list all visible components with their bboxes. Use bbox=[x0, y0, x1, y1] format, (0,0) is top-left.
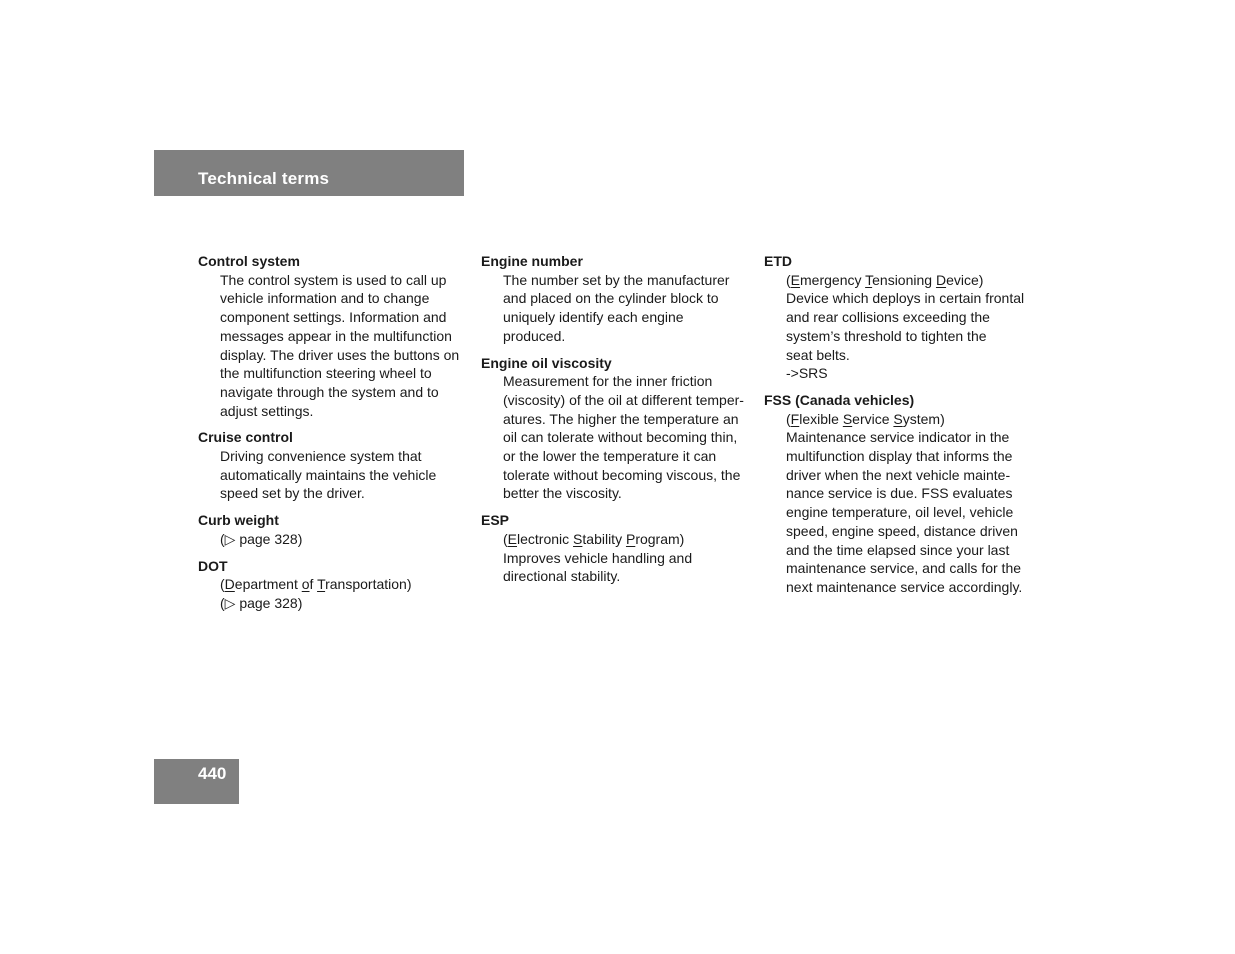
acronym-letter: S bbox=[842, 410, 853, 427]
section-title: Technical terms bbox=[198, 169, 330, 188]
text-run: evice) bbox=[946, 271, 984, 288]
definition-line bbox=[786, 346, 1034, 365]
page-number-box bbox=[154, 759, 239, 804]
text-run: navigate through the system and to bbox=[220, 383, 439, 400]
term-title: Curb weight bbox=[198, 512, 279, 529]
text-run: vehicle information and to change bbox=[220, 290, 430, 307]
term-title: ETD bbox=[764, 253, 792, 269]
text-run: ervice bbox=[852, 410, 894, 427]
acronym-letter: F bbox=[790, 410, 800, 427]
definition-line bbox=[220, 484, 464, 503]
definition-line bbox=[503, 530, 751, 549]
definition-line bbox=[503, 289, 751, 308]
text-run: (▷ page 328) bbox=[220, 594, 303, 611]
text-run: Improves vehicle handling and bbox=[503, 549, 693, 566]
definition-line bbox=[786, 308, 1034, 327]
definition-line bbox=[786, 364, 1034, 383]
text-run: display. The driver uses the buttons on bbox=[220, 346, 460, 363]
text-run: system’s threshold to tighten the bbox=[786, 327, 987, 344]
acronym-letter: E bbox=[790, 271, 801, 288]
text-run: ( bbox=[786, 271, 791, 288]
text-run: uniquely identify each engine bbox=[503, 309, 684, 326]
text-run: engine temperature, oil level, vehicle bbox=[786, 504, 1014, 521]
definition-line bbox=[786, 410, 1034, 429]
glossary-entry bbox=[764, 252, 1034, 383]
definition-line bbox=[786, 271, 1034, 290]
section-header-bar bbox=[154, 150, 464, 196]
definition-line bbox=[503, 271, 751, 290]
text-run: The control system is used to call up bbox=[220, 271, 447, 288]
definition-line bbox=[220, 364, 464, 383]
definition-line bbox=[786, 447, 1034, 466]
term-definition bbox=[764, 410, 1034, 597]
term-definition bbox=[481, 530, 751, 586]
definition-line bbox=[503, 567, 751, 586]
term-definition bbox=[198, 575, 464, 612]
text-run: lectronic bbox=[517, 530, 574, 547]
text-run: atures. The higher the temperature an bbox=[503, 410, 739, 427]
definition-line bbox=[220, 289, 464, 308]
term-definition bbox=[198, 530, 464, 549]
text-run: Measurement for the inner friction bbox=[503, 373, 713, 390]
glossary-entry bbox=[481, 354, 751, 504]
text-run: adjust settings. bbox=[220, 402, 314, 419]
text-run: Maintenance service indicator in the bbox=[786, 429, 1010, 446]
text-run: and the time elapsed since your last bbox=[786, 541, 1010, 558]
definition-line bbox=[503, 447, 751, 466]
text-run: speed, engine speed, distance driven bbox=[786, 522, 1018, 539]
definition-line bbox=[503, 428, 751, 447]
definition-line bbox=[786, 466, 1034, 485]
text-run: produced. bbox=[503, 327, 566, 344]
text-run: driver when the next vehicle mainte- bbox=[786, 466, 1011, 483]
definition-line bbox=[786, 327, 1034, 346]
text-run: ( bbox=[786, 410, 791, 427]
text-run: better the viscosity. bbox=[503, 485, 622, 502]
definition-line bbox=[786, 559, 1034, 578]
text-run: automatically maintains the vehicle bbox=[220, 466, 437, 483]
glossary-entry bbox=[198, 428, 464, 503]
text-run: ystem) bbox=[902, 410, 945, 427]
term-title: FSS (Canada vehicles) bbox=[764, 391, 915, 408]
definition-line bbox=[220, 271, 464, 290]
text-run: and placed on the cylinder block to bbox=[503, 290, 719, 307]
term-definition bbox=[481, 372, 751, 503]
term-title: ESP bbox=[481, 512, 510, 529]
text-run: and rear collisions exceeding the bbox=[786, 309, 990, 326]
term-definition bbox=[198, 447, 464, 503]
text-run: the multifunction steering wheel to bbox=[220, 365, 432, 382]
text-run: or the lower the temperature it can bbox=[503, 448, 717, 465]
term-title: Engine oil viscosity bbox=[481, 354, 612, 371]
text-run: Driving convenience system that bbox=[220, 448, 422, 465]
definition-line bbox=[220, 575, 464, 594]
glossary-column-1 bbox=[198, 252, 464, 621]
definition-line bbox=[220, 530, 464, 549]
text-run: tolerate without becoming viscous, the bbox=[503, 466, 741, 483]
glossary-entry bbox=[198, 557, 464, 613]
text-run: f bbox=[309, 576, 318, 593]
definition-line bbox=[220, 466, 464, 485]
text-run: ->SRS bbox=[786, 365, 828, 382]
acronym-letter: P bbox=[625, 530, 636, 547]
acronym-letter: T bbox=[865, 271, 873, 288]
glossary-column-3 bbox=[764, 252, 1034, 605]
definition-line bbox=[503, 549, 751, 568]
definition-line bbox=[786, 522, 1034, 541]
text-run: (viscosity) of the oil at different temper- bbox=[503, 391, 744, 408]
term-definition bbox=[764, 271, 1034, 383]
glossary-entry bbox=[198, 511, 464, 548]
text-run: The number set by the manufacturer bbox=[503, 271, 730, 288]
text-run: mergency bbox=[800, 271, 866, 288]
text-run: next maintenance service accordingly. bbox=[786, 578, 1023, 595]
acronym-letter: D bbox=[224, 576, 235, 593]
term-title: Engine number bbox=[481, 253, 583, 269]
acronym-letter: E bbox=[507, 530, 518, 547]
text-run: speed set by the driver. bbox=[220, 485, 365, 502]
acronym-letter: o bbox=[301, 576, 310, 593]
glossary-column-2 bbox=[481, 252, 751, 594]
term-definition bbox=[198, 271, 464, 421]
definition-line bbox=[220, 383, 464, 402]
glossary-entry bbox=[764, 391, 1034, 597]
definition-line bbox=[786, 578, 1034, 597]
text-run: maintenance service, and calls for the bbox=[786, 560, 1022, 577]
page-number: 440 bbox=[198, 764, 227, 783]
glossary-entry bbox=[481, 511, 751, 586]
definition-line bbox=[786, 503, 1034, 522]
text-run: multifunction display that informs the bbox=[786, 448, 1013, 465]
definition-line bbox=[220, 594, 464, 613]
acronym-letter: S bbox=[893, 410, 903, 427]
text-run: ransportation) bbox=[325, 576, 412, 593]
acronym-letter: T bbox=[317, 576, 326, 593]
definition-line bbox=[503, 372, 751, 391]
text-run: messages appear in the multifunction bbox=[220, 327, 452, 344]
text-run: oil can tolerate without becoming thin, bbox=[503, 429, 738, 446]
glossary-entry bbox=[481, 252, 751, 346]
term-title: Cruise control bbox=[198, 429, 293, 446]
term-title: Control system bbox=[198, 253, 300, 269]
acronym-letter: S bbox=[573, 530, 583, 547]
text-run: ( bbox=[503, 530, 508, 547]
text-run: epartment bbox=[234, 576, 302, 593]
text-run: directional stability. bbox=[503, 568, 621, 585]
definition-line bbox=[503, 327, 751, 346]
definition-line bbox=[220, 447, 464, 466]
definition-line bbox=[786, 541, 1034, 560]
definition-line bbox=[220, 346, 464, 365]
text-run: component settings. Information and bbox=[220, 309, 447, 326]
definition-line bbox=[786, 428, 1034, 447]
text-run: rogram) bbox=[635, 530, 685, 547]
definition-line bbox=[503, 466, 751, 485]
term-title: DOT bbox=[198, 557, 228, 574]
text-run: Device which deploys in certain frontal bbox=[786, 290, 1025, 307]
definition-line bbox=[786, 484, 1034, 503]
text-run: (▷ page 328) bbox=[220, 530, 303, 547]
glossary-entry bbox=[198, 252, 464, 420]
definition-line bbox=[220, 327, 464, 346]
term-definition bbox=[481, 271, 751, 346]
definition-line bbox=[503, 484, 751, 503]
definition-line bbox=[220, 308, 464, 327]
definition-line bbox=[220, 402, 464, 421]
text-run: lexible bbox=[799, 410, 843, 427]
definition-line bbox=[503, 410, 751, 429]
text-run: ( bbox=[220, 576, 225, 593]
text-run: tability bbox=[582, 530, 626, 547]
definition-line bbox=[503, 391, 751, 410]
definition-line bbox=[786, 289, 1034, 308]
text-run: nance service is due. FSS evaluates bbox=[786, 485, 1013, 502]
text-run: ensioning bbox=[872, 271, 936, 288]
definition-line bbox=[503, 308, 751, 327]
acronym-letter: D bbox=[935, 271, 947, 288]
text-run: seat belts. bbox=[786, 346, 850, 363]
